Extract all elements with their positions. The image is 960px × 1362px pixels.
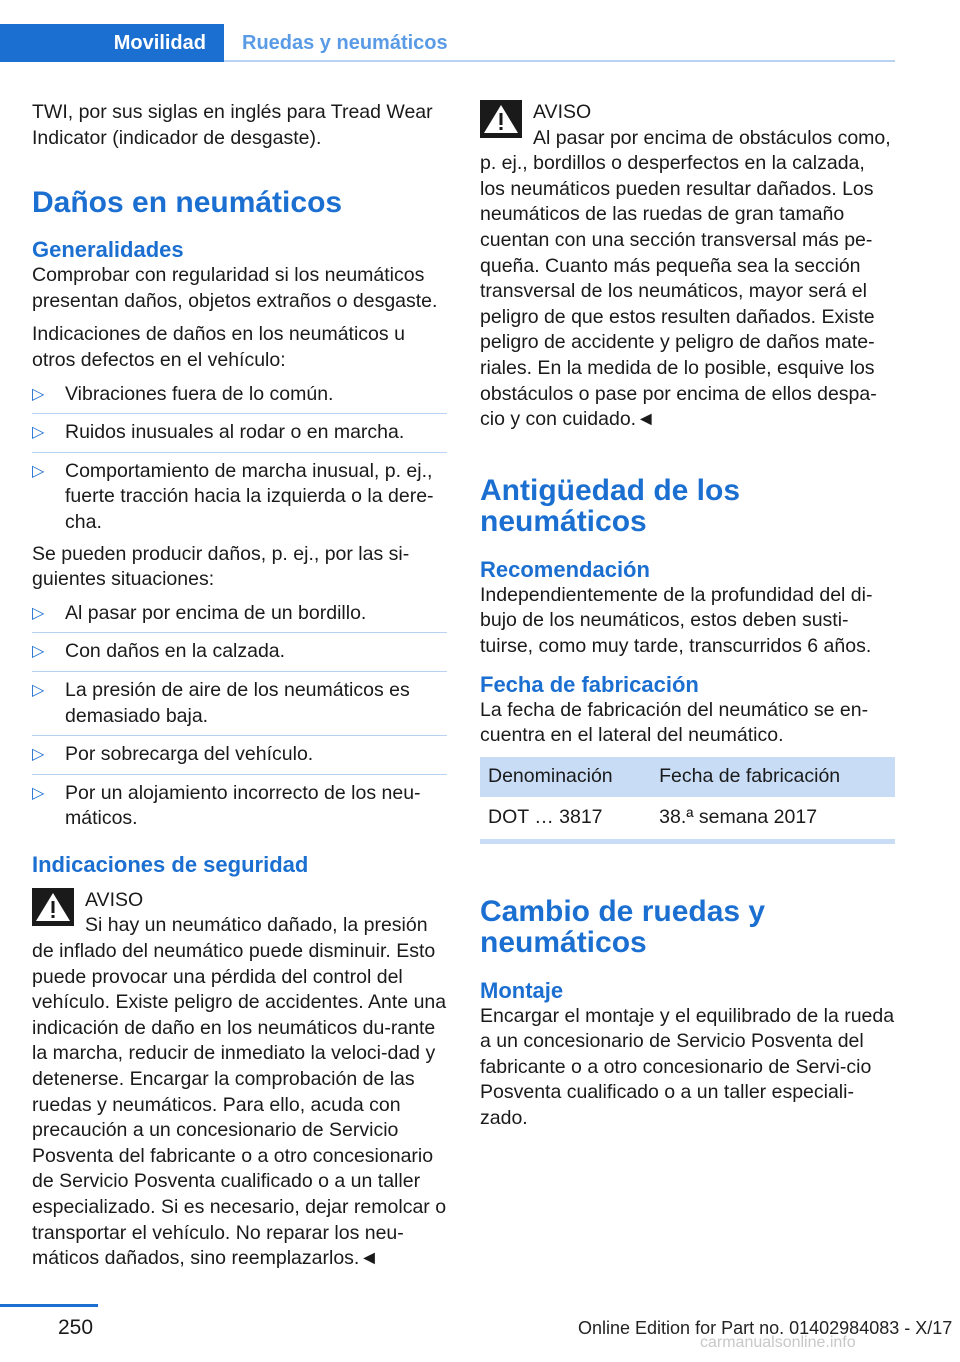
triangle-bullet-icon: ▷ [32, 604, 45, 622]
warning-first-line: Si hay un neumático dañado, la presión [85, 914, 428, 937]
table-cell: DOT … 3817 [480, 797, 651, 842]
list-indicaciones [32, 382, 447, 536]
list-item: ▷ Por sobrecarga del vehículo. [32, 742, 447, 768]
warning-block [480, 100, 895, 433]
warning-triangle-icon [480, 100, 522, 138]
intro-text: TWI, por sus siglas en inglés para Tread Wear Indicator (indicador de desgaste). [32, 101, 433, 149]
tab-movilidad[interactable]: Movilidad [0, 24, 224, 62]
list-divider [32, 735, 447, 736]
tab-ruedas-neumaticos[interactable]: Ruedas y neumáticos [242, 31, 448, 54]
subheading-generalidades: Generalidades [32, 237, 184, 263]
triangle-bullet-icon: ▷ [32, 643, 45, 661]
para-fecha: La fecha de fabricación del neumático se en‐cuentra en el lateral del neumático. [480, 698, 869, 747]
triangle-bullet-icon: ▷ [32, 746, 45, 764]
table-row [480, 797, 895, 842]
warning-block [32, 888, 447, 1272]
heading-danos: Daños en neumáticos [32, 186, 343, 220]
warning-title: AVISO [85, 888, 144, 911]
table-header-row [480, 757, 895, 797]
list-item: ▷ Comportamiento de marcha inusual, p. ej., fuerte tracción hacia la izquierda o la dere‐cha. [32, 459, 434, 533]
para-montaje: Encargar el montaje y el equilibrado de la rueda a un concesionario de Servicio Posventa del fabricante o a otro concesionario de Servi‐cio Posventa cualificado o a un taller especiali‐zado. [480, 1004, 895, 1130]
table-cell: 38.ª semana 2017 [651, 797, 895, 842]
list-divider [32, 774, 447, 775]
list-divider [32, 452, 447, 453]
heading-cambio: Cambio de ruedas y neumáticos [480, 894, 766, 959]
header [0, 0, 895, 62]
watermark: carmanualsonline.info [700, 1334, 856, 1351]
list-item: ▷ Vibraciones fuera de lo común. [32, 382, 447, 408]
list-divider [32, 413, 447, 414]
list-item: ▷ La presión de aire de los neumáticos es demasiado baja. [32, 678, 410, 727]
left-column [32, 100, 447, 1272]
list-item: ▷ Al pasar por encima de un bordillo. [32, 601, 447, 627]
list-item: ▷ Por un alojamiento incorrecto de los neu‐máticos. [32, 781, 421, 830]
triangle-bullet-icon: ▷ [32, 462, 45, 480]
subheading-montaje: Montaje [480, 977, 564, 1003]
warning-first-line: Al pasar por encima de obstáculos como, [533, 126, 891, 149]
list-item: ▷ Ruidos inusuales al rodar o en marcha. [32, 420, 447, 446]
para-recomendacion: Independientemente de la profundidad del di‐bujo de los neumáticos, estos deben susti‐tuirse, como muy tarde, transcurridos 6 años. [480, 583, 873, 657]
subheading-seguridad: Indicaciones de seguridad [32, 851, 309, 877]
right-column [480, 100, 895, 1140]
triangle-bullet-icon: ▷ [32, 424, 45, 442]
para-comprobar: Comprobar con regularidad si los neumáticos presentan daños, objetos extraños o desgaste. [32, 264, 438, 312]
header-rule [224, 60, 895, 62]
triangle-bullet-icon: ▷ [32, 385, 45, 403]
triangle-bullet-icon: ▷ [32, 681, 45, 699]
warning-body: p. ej., bordillos o desperfectos en la calzada, los neumáticos pueden resultar dañados. Los neumáticos de las ruedas de gran tamaño cuentan con una sección transversal más pe‐queña. Cuanto más pequeña sea la sección transversal de los neumáticos, mayor será el peligro de que estos resulten dañados. Existe peligro de accidente y peligro de daños mate‐riales. En la medida de lo posible, esquive los obstáculos o pase por encima de ellos despa‐cio y con cuidado.◄ [480, 152, 877, 431]
warning-title: AVISO [533, 101, 592, 123]
list-situaciones [32, 601, 447, 832]
warning-body: de inflado del neumático puede disminuir. Esto puede provocar una pérdida del control del vehículo. Existe peligro de accidentes. Ante una indicación de daño en los neumáticos du‐rante la marcha, reducir de inmediato la veloci‐dad y detenerse. Encargar la comprobación de las ruedas y neumáticos. Para ello, acuda con precaución a un concesionario de Servicio Posventa del fabricante o a otro concesionario de Servicio Posventa cualificado o a un taller especializado. Si es necesario, dejar remolcar o transportar el vehículo. No reparar los neu‐máticos dañados, sino reemplazarlos.◄ [32, 940, 447, 1270]
warning-triangle-icon [32, 888, 74, 926]
para-indicaciones: Indicaciones de daños en los neumáticos u otros defectos en el vehículo: [32, 323, 405, 371]
date-table [480, 757, 895, 844]
list-item: ▷ Con daños en la calzada. [32, 639, 447, 665]
table-header-cell: Denominación [480, 757, 651, 797]
table-header-cell: Fecha de fabricación [651, 757, 895, 797]
subheading-recomendacion: Recomendación [480, 556, 650, 582]
subheading-fecha: Fecha de fabricación [480, 671, 699, 697]
list-divider [32, 632, 447, 633]
footer-rule [0, 1304, 98, 1307]
heading-antiguedad: Antigüedad de los neumáticos [480, 473, 741, 538]
edition-text: Online Edition for Part no. 01402984083 - X/17 [578, 1318, 953, 1338]
triangle-bullet-icon: ▷ [32, 784, 45, 802]
page-number: 250 [58, 1316, 94, 1339]
list-divider [32, 671, 447, 672]
para-situaciones: Se pueden producir daños, p. ej., por las si‐guientes situaciones: [32, 542, 410, 591]
